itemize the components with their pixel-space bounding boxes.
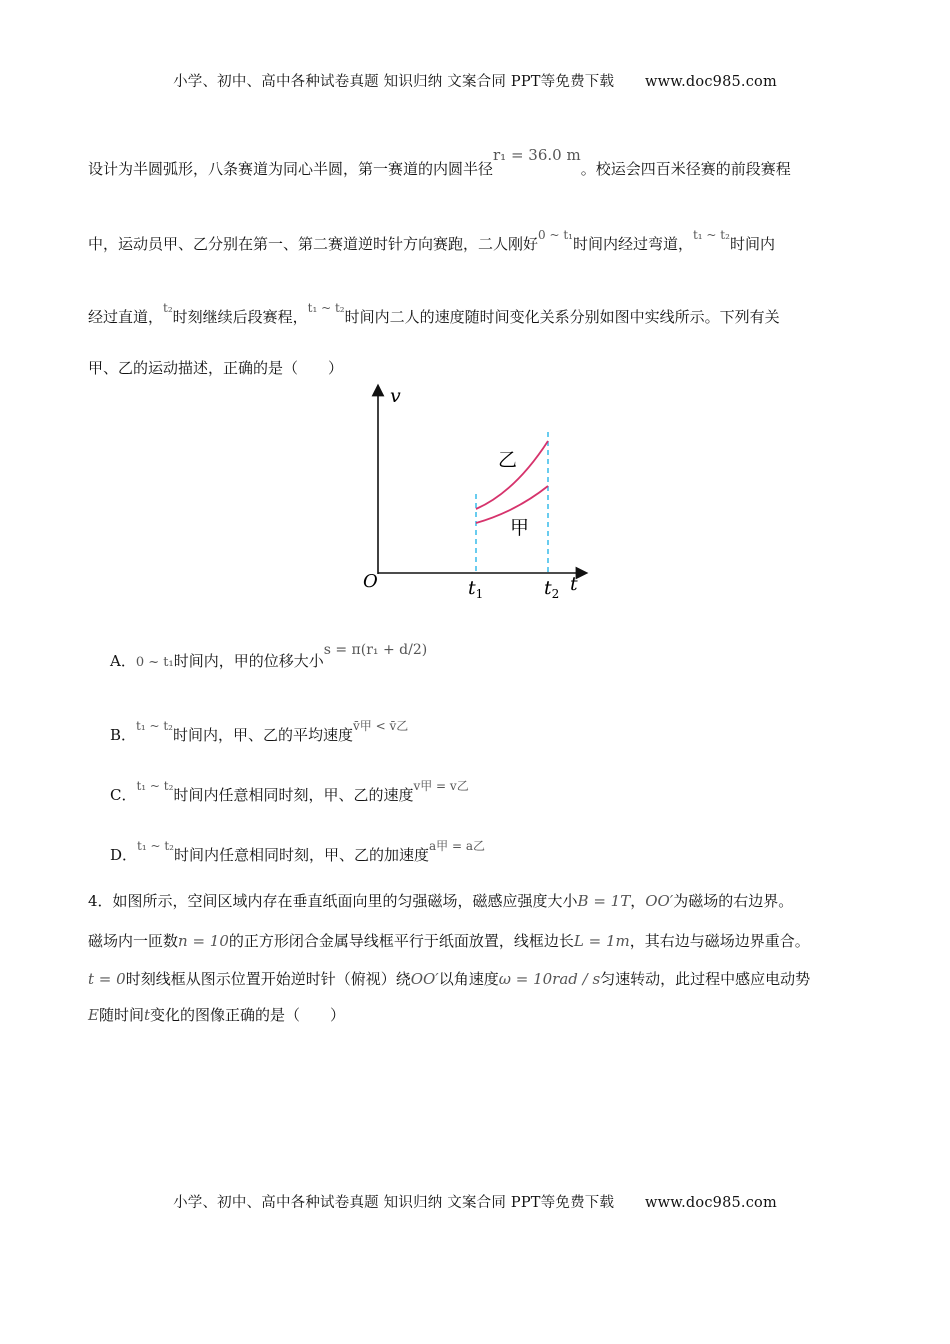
header-site-link[interactable]: www.doc985.com <box>644 74 777 90</box>
math-t0: t = 0 <box>88 970 126 988</box>
q3-line-2: 中，运动员甲、乙分别在第一、第二赛道逆时针方向赛跑，二人刚好$^{0 \sim t_1}$时间内经过弯道，$^{t_1 \sim t_2}$时间内 <box>88 228 775 253</box>
math-acceleration: a甲 = a乙 <box>429 839 485 853</box>
option-d[interactable]: D．$^{t_1 \sim t_2}$时间内任意相同时刻，甲、乙的加速度$^{a甲 = a乙}$ <box>110 839 485 864</box>
math-t1-t2: t₁ ~ t₂ <box>136 719 173 733</box>
label-jia: 甲 <box>510 517 530 539</box>
label-yi: 乙 <box>498 449 518 471</box>
math-velocity: v甲 = v乙 <box>413 779 469 793</box>
t2-label: $t_2$ <box>544 577 560 601</box>
math-oo-prime: OO′ <box>410 970 439 988</box>
math-e: E <box>88 1006 99 1024</box>
footer-text: 小学、初中、高中各种试卷真题 知识归纳 文案合同 PPT等免费下载 <box>173 1195 615 1211</box>
q4-line-4: E随时间t变化的图像正确的是（ ） <box>88 1006 346 1024</box>
q3-line-3: 经过直道，$^{t_2}$时刻继续后段赛程，$^{t_1 \sim t_2}$时间内二人的速度随时间变化关系分别如图中实线所示。下列有关 <box>88 301 780 326</box>
math-l: L = 1m <box>573 932 630 950</box>
option-b[interactable]: B．$^{t_1 \sim t_2}$时间内，甲、乙的平均速度$^{v̄甲 < v̄乙}$ <box>110 719 409 744</box>
velocity-time-graph <box>360 382 620 602</box>
math-t1-t2: t₁ ~ t₂ <box>307 301 345 315</box>
math-0-t1: 0 ~ t₁ <box>538 228 573 242</box>
math-avg-velocity: v̄甲 < v̄乙 <box>353 719 409 733</box>
y-axis-label: v <box>390 385 401 407</box>
math-omega: ω = 10rad / s <box>498 970 601 988</box>
math-t: t <box>143 1006 150 1024</box>
q3-line-4: 甲、乙的运动描述，正确的是（ ） <box>88 359 344 377</box>
origin-label: O <box>363 571 378 592</box>
math-t1-t2: t₁ ~ t₂ <box>692 228 730 242</box>
math-oo-prime: OO′ <box>645 892 674 910</box>
t1-label: $t_1$ <box>468 577 484 601</box>
header-text: 小学、初中、高中各种试卷真题 知识归纳 文案合同 PPT等免费下载 <box>173 74 615 90</box>
math-0-t1: 0 ~ t₁ <box>135 655 174 670</box>
q3-line-1: 设计为半圆弧形，八条赛道为同心半圆，第一赛道的内圆半径r₁ = 36.0 m。校运会四百米径赛的前段赛程 <box>88 146 791 178</box>
math-t2: t₂ <box>163 301 173 315</box>
math-b-field: B = 1T <box>577 892 631 910</box>
option-c[interactable]: C．$^{t_1 \sim t_2}$时间内任意相同时刻，甲、乙的速度$^{v甲 = v乙}$ <box>110 779 469 804</box>
q4-line-3: t = 0时刻线框从图示位置开始逆时针（俯视）绕OO′以角速度ω = 10rad / s匀速转动，此过程中感应电动势 <box>88 970 811 988</box>
footer-site-link[interactable]: www.doc985.com <box>644 1195 777 1211</box>
math-displacement: s = π(r₁ + d/2) <box>323 642 428 658</box>
x-axis-label: t <box>570 573 578 595</box>
math-t1-t2: t₁ ~ t₂ <box>136 779 174 793</box>
page-header <box>0 70 950 91</box>
q4-line-2: 磁场内一匝数n = 10的正方形闭合金属导线框平行于纸面放置，线框边长L = 1m，其右边与磁场边界重合。 <box>88 932 810 950</box>
q4-line-1: 4．如图所示，空间区域内存在垂直纸面向里的匀强磁场，磁感应强度大小B = 1T，OO′为磁场的右边界。 <box>88 892 794 910</box>
math-t1-t2: t₁ ~ t₂ <box>137 839 174 853</box>
option-a[interactable]: A．0 ~ t₁时间内，甲的位移大小s = π(r₁ + d/2) <box>110 642 428 670</box>
math-n: n = 10 <box>178 932 229 950</box>
page-footer <box>0 1191 950 1212</box>
math-r1: r₁ = 36.0 m <box>493 146 581 164</box>
